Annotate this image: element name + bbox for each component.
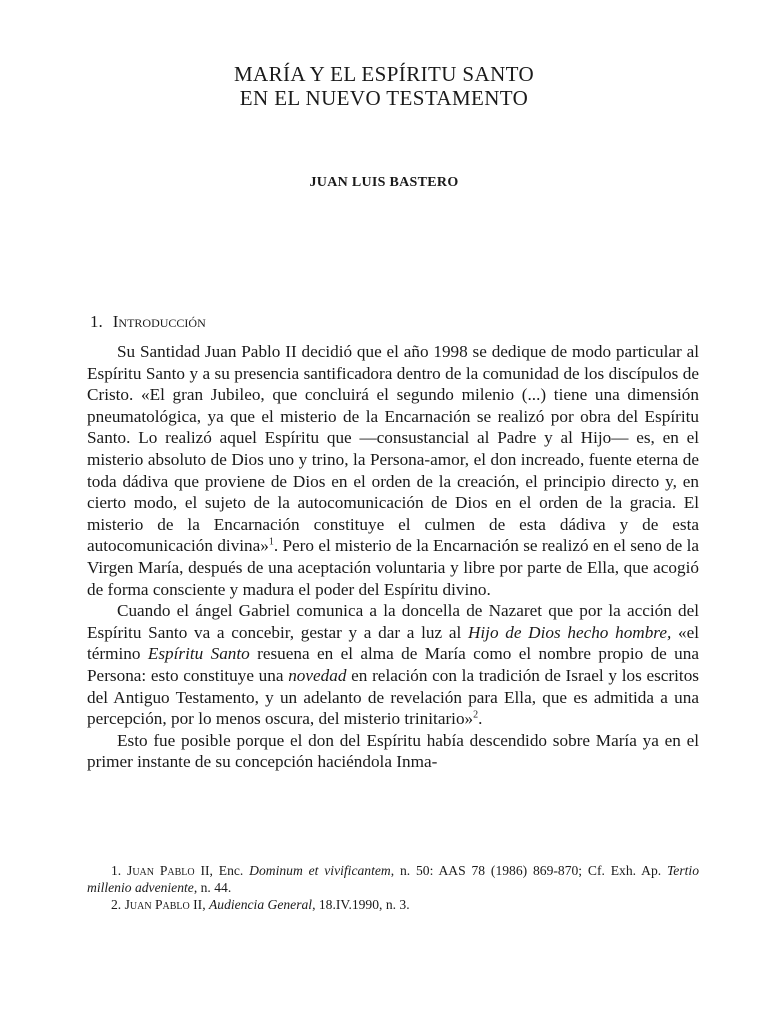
footnote-1-italic-1: Dominum et vivificantem: [249, 863, 391, 878]
paragraph-2-italic-3: novedad: [288, 665, 347, 685]
section-number: 1.: [90, 312, 103, 331]
section-heading: [90, 312, 206, 332]
footnote-2-number: 2.: [111, 897, 122, 912]
footnote-1: [87, 862, 699, 896]
footnote-1-text-b: , n. 50: AAS 78 (1986) 869-870; Cf. Exh. Ap.: [390, 863, 667, 878]
title-line-1: MARÍA Y EL ESPÍRITU SANTO: [233, 62, 535, 86]
section-title: Introducción: [112, 312, 206, 331]
footnotes: [87, 862, 699, 913]
footnote-2: [87, 896, 699, 913]
footnote-1-text-a: , Enc.: [209, 863, 250, 878]
footnote-1-italic-2: Tertio millenio adveniente: [87, 863, 699, 895]
author-name: JUAN LUIS BASTERO: [309, 175, 459, 190]
title-line-2: EN EL NUEVO TESTAMENTO: [239, 86, 529, 110]
footnote-1-text-c: , n. 44.: [193, 880, 232, 895]
paragraph-2-text-b: «el término: [87, 622, 700, 664]
paragraph-3: [87, 730, 699, 773]
paragraph-1-text-b: . Pero el misterio de la Encarnación se realizó en el seno de la Virgen María, después de una aceptación voluntaria y libre por parte de Ella, que acogió de forma consciente y madura el poder del Espíritu divino.: [87, 536, 699, 599]
footnote-2-text-a: ,: [202, 897, 209, 912]
footnote-ref-2: 2: [473, 709, 479, 721]
footnote-2-italic-1: Audiencia General: [209, 897, 313, 912]
footnote-2-author: Juan Pablo II: [124, 897, 203, 912]
paragraph-2-text-d: en relación con la tradición de Israel y los escritos del Antiguo Testamento, y un adelanto de revelación para Ella, que es admitida a una percepción, por lo menos oscura, del misterio trinitario»: [87, 665, 699, 729]
paragraph-2-italic-2: Espíritu Santo: [147, 644, 250, 664]
body-text: [87, 341, 699, 773]
paragraph-1: [87, 341, 699, 600]
footnote-ref-1: 1: [268, 536, 274, 548]
paragraph-1-text-a: Su Santidad Juan Pablo II decidió que el año 1998 se dedique de modo particular al Espíritu Santo y a su presencia santificadora dentro de la comunidad de los discípulos de Cristo. «El gran Jubileo, que concluirá el segundo milenio (...) tiene una dimensión pneumatológica, ya que el misterio de la Encarnación se realizó por obra del Espíritu Santo. Lo realizó aquel Espíritu que —consustancial al Padre y al Hijo— es, en el misterio absoluto de Dios uno y trino, la Persona-amor, el don increado, fuente eterna de toda dádiva que proviene de Dios en el orden de la creación, el principio directo y, en cierto modo, el sujeto de la autocomunicación de Dios en el orden de la gracia. El misterio de la Encarnación constituye el culmen de esta dádiva y de esta autocomunicación divina»: [87, 342, 699, 556]
footnote-2-text-b: , 18.IV.1990, n. 3.: [312, 897, 410, 912]
paragraph-2-text-e: .: [478, 709, 483, 729]
page-title: [0, 62, 768, 110]
paragraph-2-text-c: resuena en el alma de María como el nombre propio de una Persona: esto constituye una: [87, 644, 700, 685]
paragraph-2: [87, 600, 699, 730]
footnote-1-number: 1.: [111, 863, 122, 878]
paragraph-3-text-a: Esto fue posible porque el don del Espíritu había descendido sobre María ya en el primer instante de su concepción haciéndola Inma-: [87, 730, 699, 772]
paragraph-2-italic-1: Hijo de Dios hecho hombre,: [467, 622, 672, 642]
paragraph-2-text-a: Cuando el ángel Gabriel comunica a la doncella de Nazaret que por la acción del Espíritu Santo va a concebir, gestar y a dar a luz al: [87, 601, 699, 642]
footnote-1-author: Juan Pablo II: [127, 863, 210, 878]
